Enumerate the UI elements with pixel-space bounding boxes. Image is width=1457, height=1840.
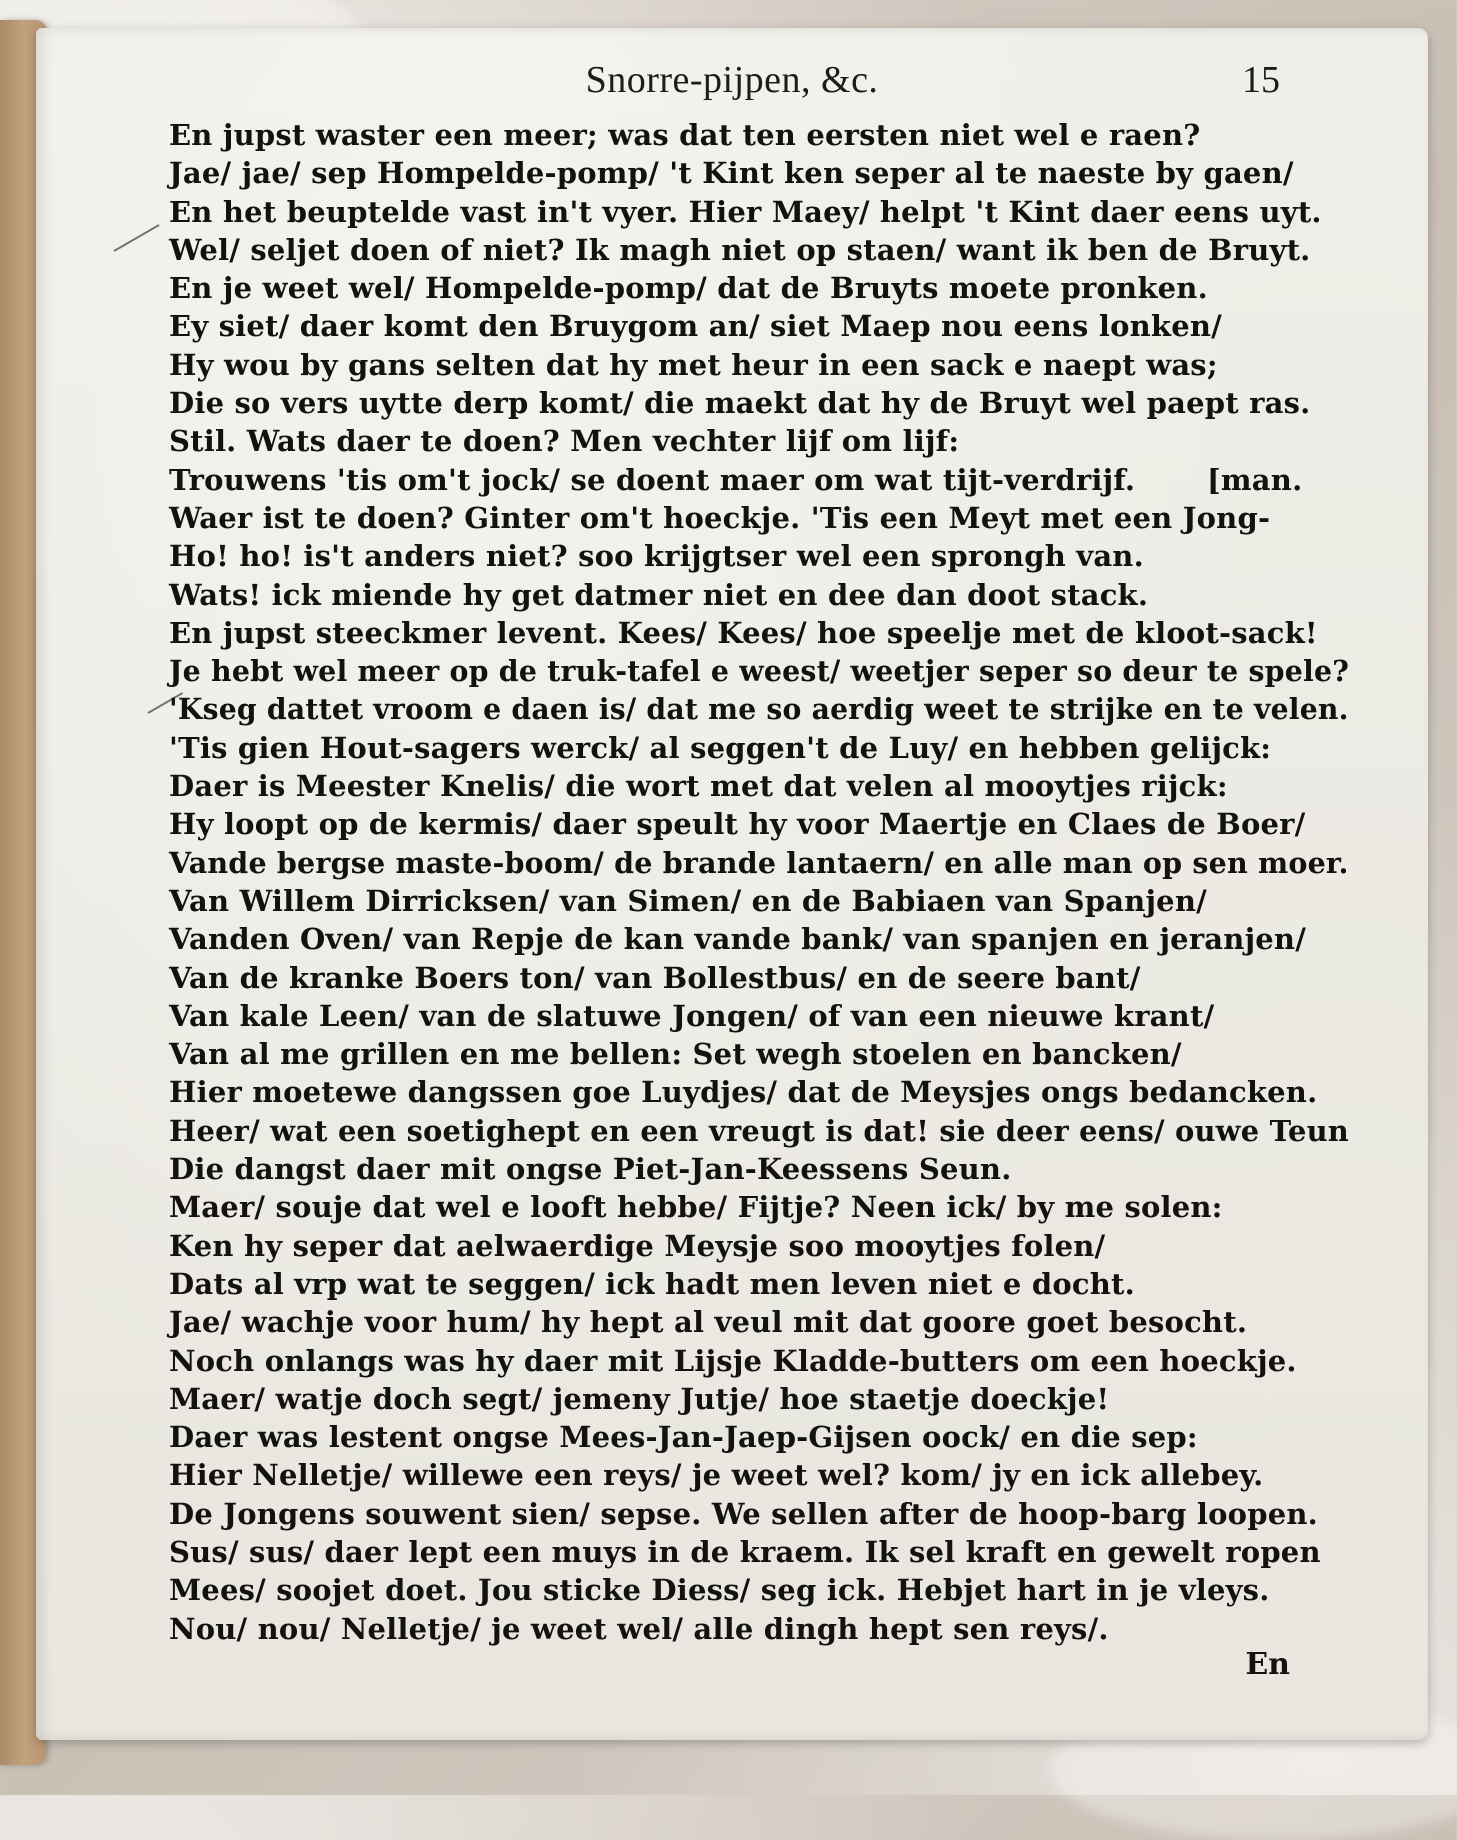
text-line: 'Tis gien Hout-sagers werck/ al seggen't de Luy/ en hebben gelijck: — [169, 730, 1272, 765]
text-line: Heer/ wat een soetighept en een vreugt is dat! sie deer eens/ ouwe Teun — [169, 1113, 1350, 1148]
text-line: En jupst steeckmer levent. Kees/ Kees/ hoe speelje met de kloot-sack! — [169, 615, 1318, 650]
text-line: Van de kranke Boers ton/ van Bollestbus/ en de seere bant/ — [169, 960, 1141, 995]
catchword: En — [1245, 1647, 1290, 1682]
text-line: Van kale Leen/ van de slatuwe Jongen/ of van een nieuwe krant/ — [169, 998, 1215, 1033]
text-line: Hy loopt op de kermis/ daer speult hy voor Maertje en Claes de Boer/ — [169, 807, 1306, 842]
text-line: Maer/ souje dat wel e looft hebbe/ Fijtje? Neen ick/ by me solen: — [169, 1190, 1223, 1225]
text-line-with-side-note — [169, 461, 1349, 499]
text-line: Die dangst daer mit ongse Piet-Jan-Keessens Seun. — [169, 1152, 1012, 1187]
text-line: 'Kseg dattet vroom e daen is/ dat me so aerdig weet te strijke en te velen. — [169, 692, 1349, 727]
side-note: [man. — [1207, 462, 1303, 497]
text-line: Jae/ jae/ sep Hompelde-pomp/ 't Kint ken seper al te naeste by gaen/ — [169, 156, 1294, 191]
text-block — [169, 116, 1349, 1648]
text-line: Van al me grillen en me bellen: Set wegh stoelen en bancken/ — [169, 1037, 1182, 1072]
text-line: En het beuptelde vast in't vyer. Hier Maey/ helpt 't Kint daer eens uyt. — [169, 194, 1322, 229]
text-line: Daer is Meester Knelis/ die wort met dat velen al mooytjes rijck: — [169, 769, 1228, 804]
text-line: Maer/ watje doch segt/ jemeny Jutje/ hoe staetje doeckje! — [169, 1381, 1110, 1416]
text-line: En jupst waster een meer; was dat ten eersten niet wel e raen? — [169, 118, 1201, 152]
text-line: Wel/ seljet doen of niet? Ik magh niet op staen/ want ik ben de Bruyt. — [169, 232, 1311, 267]
text-line: Vande bergse maste-boom/ de brande lantaern/ en alle man op sen moer. — [169, 845, 1349, 880]
text-line: Ken hy seper dat aelwaerdige Meysje soo mooytjes folen/ — [169, 1228, 1106, 1263]
text-line: Wats! ick miende hy get datmer niet en dee dan doot stack. — [169, 577, 1149, 612]
book-page — [36, 28, 1428, 1740]
text-line: Hier Nelletje/ willewe een reys/ je weet wel? kom/ jy en ick allebey. — [169, 1458, 1264, 1493]
text-line-content: Trouwens 'tis om't jock/ se doent maer om wat tijt-verdrijf. — [169, 462, 1136, 497]
text-line: Ey siet/ daer komt den Bruygom an/ siet Maep nou eens lonken/ — [169, 309, 1222, 344]
text-line: Jae/ wachje voor hum/ hy hept al veul mit dat goore goet besocht. — [169, 1305, 1248, 1340]
text-line: Dats al vrp wat te seggen/ ick hadt men leven niet e docht. — [169, 1266, 1135, 1301]
text-line: Je hebt wel meer op de truk-tafel e weest/ weetjer seper so deur te spele? — [169, 654, 1350, 689]
running-head: Snorre-pijpen, &c. — [585, 59, 879, 101]
page-number: 15 — [1242, 59, 1280, 101]
text-line: Stil. Wats daer te doen? Men vechter lijf om lijf: — [169, 424, 960, 459]
text-line: Van Willem Dirricksen/ van Simen/ en de Babiaen van Spanjen/ — [169, 883, 1207, 918]
text-line: En je weet wel/ Hompelde-pomp/ dat de Bruyts moete pronken. — [169, 271, 1208, 306]
text-line: Mees/ soojet doet. Jou sticke Diess/ seg ick. Hebjet hart in je vleys. — [169, 1573, 1270, 1608]
text-line: Daer was lestent ongse Mees-Jan-Jaep-Gijsen oock/ en die sep: — [169, 1420, 1198, 1455]
pencil-mark — [114, 224, 160, 252]
text-line: Waer ist te doen? Ginter om't hoeckje. 'Tis een Meyt met een Jong- — [169, 500, 1271, 535]
text-line: Vanden Oven/ van Repje de kan vande bank/ van spanjen en jeranjen/ — [169, 922, 1306, 957]
text-line: Hy wou by gans selten dat hy met heur in een sack e naept was; — [169, 347, 1218, 382]
text-line: Nou/ nou/ Nelletje/ je weet wel/ alle dingh hept sen reys/. — [169, 1611, 1109, 1646]
text-line: Ho! ho! is't anders niet? soo krijgtser wel een sprongh van. — [169, 539, 1144, 574]
text-line: Die so vers uytte derp komt/ die maekt dat hy de Bruyt wel paept ras. — [169, 386, 1311, 421]
text-line: Noch onlangs was hy daer mit Lijsje Kladde-butters om een hoeckje. — [169, 1343, 1297, 1378]
text-line: De Jongens souwent sien/ sepse. We sellen after de hoop-barg loopen. — [169, 1496, 1318, 1531]
text-line: Hier moetewe dangssen goe Luydjes/ dat de Meysjes ongs bedancken. — [169, 1075, 1318, 1110]
text-line: Sus/ sus/ daer lept een muys in de kraem. Ik sel kraft en gewelt ropen — [169, 1534, 1321, 1569]
